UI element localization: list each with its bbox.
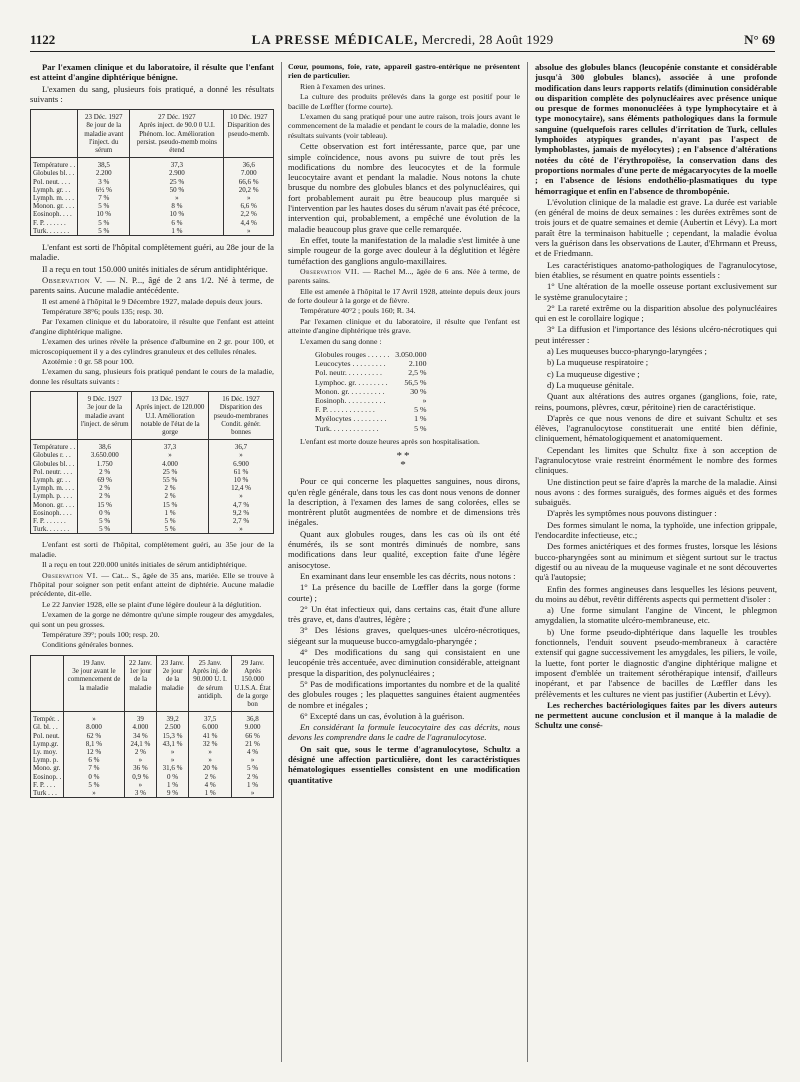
exam-label: Pol. neutr. . . . . . . . . . <box>315 368 382 378</box>
row-label: Lymph. m. . . . <box>31 194 78 202</box>
column-rule <box>281 62 282 1062</box>
table-cell: 9 % <box>157 789 189 798</box>
paragraph: 3° La diffusion et l'importance des lésions ulcéro-nécrotiques qui peut intéresser : <box>535 324 777 345</box>
table-cell: 5 % <box>78 202 130 210</box>
row-label: Pol. neut. . . . <box>31 178 78 186</box>
paragraph: L'évolution clinique de la maladie est grave. La durée est variable (en général de moins de deux semaines : les durées extrêmes sont de trois jours et de quatre semaines et demie (Aubertin et Lévy). La mort paraît être la terminaison habituelle ; cependant, la maladie évolua vers la guérison dans les observations de Lauter, d'Ehrmann et Preuss, et de Friedmann. <box>535 196 777 259</box>
table-cell: 21 % <box>245 739 260 748</box>
exam-label: Globules rouges . . . . . . <box>315 350 390 360</box>
table-cell: 2 % <box>189 773 232 781</box>
table-cell: 2.500 <box>157 723 189 731</box>
table-cell: 15 % <box>78 501 132 509</box>
table-cell: 37,5 <box>189 712 232 724</box>
row-label: Turk. . . . . . . <box>31 525 78 534</box>
table-header-row <box>31 110 274 158</box>
paragraph: 1° La présence du bacille de Lœffler dans la gorge (forme courte) ; <box>288 582 520 603</box>
paragraph: Par l'examen clinique et du laboratoire, il résulte que l'enfant est atteint d'angine diphtérique bénigne. <box>30 62 274 83</box>
exam-label: Eosinoph. . . . . . . . . . . <box>315 396 386 406</box>
table-header-cell: 19 Janv. 3e jour avant le commencement de la maladie <box>64 655 125 711</box>
table-cell: 10 % <box>130 210 224 218</box>
table-cell: 50 % <box>130 186 224 194</box>
table-cell: 5 % <box>132 517 209 525</box>
paragraph: L'examen du sang donne : <box>300 336 382 346</box>
row-label: Tempér. . <box>31 712 64 724</box>
blood-table-3 <box>30 655 274 798</box>
paragraph: L'examen du sang pratiqué pour une autre raison, trois jours avant le commencement de la maladie et pendant le cours de la maladie, donne les résultats suivants (voir tableau). <box>288 112 520 140</box>
paragraph: 4° Des modifications du sang qui consistaient en une leucopénie très accentuée, avec diminution considérable, atteignant presque la disparition, des polynucléaires ; <box>288 647 520 678</box>
table-row <box>31 732 274 740</box>
table-row <box>31 517 274 525</box>
table-cell: 7 % <box>78 194 130 202</box>
table-cell: 36,8 <box>246 715 259 724</box>
table-cell: » <box>250 788 255 797</box>
table-cell: 4.000 <box>124 723 156 731</box>
page-number: 1122 <box>30 32 56 47</box>
paragraph: Enfin des formes angineuses dans lesquelles les lésions peuvent, du moins au début, revêtir différents aspects qui permettent d'isoler : <box>535 583 777 604</box>
row-label: Température . . <box>31 440 78 452</box>
row-label: Lymph. gr. . . <box>31 476 78 484</box>
table-cell: » <box>124 781 156 789</box>
table-row <box>31 723 274 731</box>
paragraph: Température 39°; pouls 100; resp. 20. <box>42 630 160 640</box>
table-cell: 24,1 % <box>124 740 156 748</box>
paragraph: En examinant dans leur ensemble les cas décrits, nous notons : <box>300 570 516 581</box>
table-cell: 3 % <box>78 178 130 186</box>
paragraph: Par l'examen clinique et du laboratoire, il résulte que l'enfant est atteinte d'angine diphtérique très grave. <box>288 316 520 336</box>
table-cell: 6.000 <box>189 723 232 731</box>
table-cell: » <box>239 525 243 534</box>
table-cell: 12 % <box>64 748 125 756</box>
paragraph: absolue des globules blancs (leucopénie constante et considérable jusqu'à 300 globules blancs), associée à une profonde modification dans leurs rapports relatifs (diminution considérable ou disparition complète des polynucléaires avec présence unique ou presque de formes mononucléées à type lymphocytaire et à type monocytaire), sans éléments pathologiques dans la formule sanguine (quelquefois rares cellules d'irritation de Turk, cellules lymphoïdes atypiques grandes, n'ayant pas l'aspect de lymphoblastes, jamais de myélocytes) ; en l'absence d'altérations notées du côté de l'érythropoïèse, la conservation dans des proportions normales d'une perte de mégacaryocytes de la moelle ; en l'absence de lésions endothélio-plasmatiques du type hémorragique et enfin en l'absence de thrombopénie. <box>535 62 777 196</box>
table-header-cell: 16 Déc. 1927 Disparition des pseudo-membranes Condit. génér. bonnes <box>208 392 273 440</box>
table-row <box>31 748 274 756</box>
paragraph: Les recherches bactériologiques faites par les divers auteurs ne permettent aucune conclusion et il manque à la maladie de Schultz une consé- <box>535 699 777 731</box>
exam-label: Myélocytes . . . . . . . . . <box>315 414 387 424</box>
row-label: Turk. . . . . . . <box>31 227 78 236</box>
paragraph: Il a reçu en tout 220.000 unités initiales de sérum antidiphtérique. <box>42 560 247 570</box>
blood-table-1 <box>30 109 274 236</box>
exam-row <box>312 350 429 359</box>
table-cell: 1 % <box>189 789 232 798</box>
paragraph: L'examen du sang, plusieurs fois pratiqué pendant le cours de la maladie, donne les résultats suivants : <box>30 367 274 386</box>
observation-heading: Observation V. <box>42 274 103 285</box>
table-cell: 5 % <box>247 764 259 773</box>
table-row <box>31 210 274 218</box>
row-label: Mono. gr. <box>31 764 64 772</box>
table-cell: 2.200 <box>78 169 130 177</box>
table-cell: 20,2 % <box>238 185 259 194</box>
table-row <box>31 194 274 202</box>
table-row <box>31 476 274 484</box>
exam-label: Turk. . . . . . . . . . . . . <box>315 423 379 433</box>
table-cell: 5 % <box>78 219 130 227</box>
page-header <box>30 30 775 52</box>
table-cell: 5 % <box>132 525 209 534</box>
table-cell: » <box>189 748 232 756</box>
row-label: Globules bl. . . <box>31 169 78 177</box>
paragraph: Les caractéristiques anatomo-pathologiques de l'agranulocytose, bien établies, se résument en quatre points essentiels : <box>535 259 777 280</box>
table-cell: 5 % <box>64 781 125 789</box>
observation-heading: Observation VII. <box>300 266 360 276</box>
row-label: Eosinoph. . . . <box>31 509 78 517</box>
table-header-cell: 10 Déc. 1927 Disparition des pseudo-memb. <box>224 110 274 158</box>
exam-row <box>312 405 429 414</box>
row-label: Monon. gr. . . . <box>31 501 78 509</box>
table-cell: 55 % <box>132 476 209 484</box>
table-cell: 2.900 <box>130 169 224 177</box>
paragraph: 5° Pas de modifications importantes du nombre et de la qualité des globules rouges ; les plaquettes sanguines étaient augmentées de nombre et inégales ; <box>288 678 520 710</box>
table-header-cell <box>31 110 78 158</box>
table-header-cell: 25 Janv. Après inj. de 90.000 U. I. de sérum antidiph. <box>189 655 232 711</box>
row-label: Lymph. gr. . . <box>31 186 78 194</box>
table-cell: » <box>239 451 243 460</box>
paragraph: L'enfant est sorti de l'hôpital, complètement guéri, au 35e jour de la maladie. <box>30 540 274 559</box>
journal-title <box>30 32 775 48</box>
table-header-cell: 22 Janv. 1er jour de la maladie <box>124 655 156 711</box>
exam-label: Lymphoc. gr. . . . . . . . . <box>315 377 388 387</box>
exam-value: 56,5 % <box>404 377 427 387</box>
table-row <box>31 484 274 492</box>
table-cell: 2,7 % <box>232 517 250 526</box>
table-cell: 36,6 <box>242 161 255 170</box>
table-header-cell: 27 Déc. 1927 Après inject. de 90.0 0 U.I. Phénom. loc. Amélioration persist. pseudo-memb moins étend <box>130 110 224 158</box>
row-label: Globules bl. . . <box>31 460 78 468</box>
paragraph: Il est amené à l'hôpital le 9 Décembre 1927, malade depuis deux jours. <box>42 296 263 306</box>
paragraph: 1° Une altération de la moelle osseuse portant exclusivement sur le système granulocytaire ; <box>535 281 777 302</box>
issue-number: N° 69 <box>744 32 775 47</box>
list-item: d) La muqueuse génitale. <box>547 379 634 390</box>
table-cell: 2 % <box>132 492 209 500</box>
table-cell: » <box>157 748 189 756</box>
table-cell: 62 % <box>64 732 125 740</box>
table-cell: 1 % <box>247 780 259 789</box>
row-label: Lymp.gr. <box>31 740 64 748</box>
table-cell: » <box>189 756 232 764</box>
table-cell: 4,7 % <box>232 500 250 509</box>
table-cell: 0 % <box>64 773 125 781</box>
paragraph: Par l'examen clinique et du laboratoire, il résulte que l'enfant est atteint d'angine diphtérique maligne. <box>30 317 274 336</box>
row-label: Température . . <box>31 158 78 170</box>
table-row <box>31 468 274 476</box>
row-label: F. P. . . . . . . <box>31 219 78 227</box>
paragraph: D'après ce que nous venons de dire et suivant Schultz et ses élèves, l'agranulocytose constituerait une entité bien définie, cliniquement, hématologiquement et anatomiquement. <box>535 412 777 444</box>
journal-name: LA PRESSE MÉDICALE, <box>251 32 419 47</box>
exam-value: 2.100 <box>408 359 427 369</box>
exam-value: 30 % <box>410 386 427 396</box>
table-header-row <box>31 392 274 440</box>
paragraph: Azotémie : 0 gr. 58 pour 100. <box>42 356 134 366</box>
exam-value: 5 % <box>414 405 427 415</box>
table-cell: 15,3 % <box>157 732 189 740</box>
table-cell: 1 % <box>130 227 224 236</box>
table-cell: 7.000 <box>240 169 257 178</box>
table-cell: 7 % <box>64 764 125 772</box>
table-cell: 5 % <box>78 525 132 534</box>
exam-row <box>312 378 429 387</box>
exam-row <box>312 387 429 396</box>
observation-vi <box>30 571 274 599</box>
table-cell: » <box>64 789 125 798</box>
table-cell: 20 % <box>189 764 232 772</box>
row-label: Lymph. p. . . . <box>31 492 78 500</box>
observation-text: — Rachel M..., âgée de 6 ans. Née à terme, de parents sains. <box>288 266 520 286</box>
paragraph: Cette observation est fort intéressante, parce que, par une simple coïncidence, nous avons pu suivre de tout près les modifications du nombre des leucocytes et de la formule leucocytaire avant et pendant la maladie. Nous notons la chute brusque du nombre des globules blancs et des polynucléaires, qui fort probablement aurait pu être beaucoup plus marquée si l'intervention par les hautes doses du sérum n'avait pas été précoce, intervention qui, probablement, a empêché une évolution de la maladie beaucoup plus grave que celle remarquée. <box>288 141 520 234</box>
table-cell: » <box>124 756 156 764</box>
paragraph: D'après les symptômes nous pouvons distinguer : <box>547 508 717 519</box>
table-cell: 10 % <box>233 476 249 484</box>
paragraph: Cœur, poumons, foie, rate, appareil gastro-entérique ne présentent rien de particulier. <box>288 62 520 81</box>
paragraph: Des formes anictériques et des formes frustes, lorsque les lésions bucco-pharyngées sont au minimum et siègent surtout sur le tractus digestif ou au niveau de la muqueuse vaginale et ne sont découvertes qu'à l'autopsie; <box>535 541 777 583</box>
exam-value: 5 % <box>414 423 427 433</box>
observation-vii <box>288 267 520 286</box>
paragraph: La culture des produits prélevés dans la gorge est positif pour le bacille de Lœffler (forme courte). <box>288 92 520 111</box>
row-label: Eosinoph. . . . <box>31 210 78 218</box>
observation-text: — Cat... S., âgée de 35 ans, mariée. Elle se trouve à l'hôpital pour soigner son petit enfant atteint de diphtérie. Aucune maladie précédente, dit-elle. <box>30 570 274 599</box>
table-cell: 39,2 <box>157 712 189 724</box>
exam-value: » <box>422 396 427 406</box>
row-label: Pol. neutr. . . . <box>31 468 78 476</box>
table-header-cell: 13 Déc. 1927 Après inject. de 120.000 U.I. Amélioration notable de l'état de la gorge <box>132 392 209 440</box>
table-cell: 0 % <box>157 773 189 781</box>
table-cell: 38,6 <box>78 440 132 452</box>
table-cell: 4,4 % <box>240 218 257 227</box>
table-cell: 10 % <box>78 210 130 218</box>
table-cell: 6 % <box>130 219 224 227</box>
table-cell: 2 % <box>124 748 156 756</box>
table-cell: 4 % <box>189 781 232 789</box>
paragraph: Elle est amenée à l'hôpital le 17 Avril 1928, atteinte depuis deux jours de forte douleur à la gorge et de fièvre. <box>288 286 520 306</box>
paragraph: L'examen des urines révèle la présence d'albumine en 2 gr. pour 100, et microscopiquement il y a des cylindres granuleux et des cellules rénales. <box>30 337 274 356</box>
paragraph: L'enfant est sorti de l'hôpital complètement guéri, au 28e jour de la maladie. <box>30 242 274 263</box>
table-row <box>31 509 274 517</box>
table-cell: 2 % <box>247 772 259 781</box>
table-cell: 69 % <box>78 476 132 484</box>
table-cell: 34 % <box>124 732 156 740</box>
table-cell: 15 % <box>132 501 209 509</box>
table-cell: 61 % <box>233 467 249 476</box>
row-label: Globules r. . . <box>31 451 78 459</box>
paragraph: L'enfant est morte douze heures après son hospitalisation. <box>300 436 480 446</box>
table-header-cell <box>31 655 64 711</box>
table-header-cell: 23 Janv. 2e jour de la maladie <box>157 655 189 711</box>
list-item: b) La muqueuse respiratoire ; <box>547 357 649 368</box>
table-cell: 6.900 <box>233 459 249 468</box>
table-cell: 0,9 % <box>124 773 156 781</box>
table-cell: 0 % <box>78 509 132 517</box>
exam-label: Monon. gr. . . . . . . . . . <box>315 386 385 396</box>
table-cell: 2,2 % <box>240 210 257 219</box>
observation-text: — N. P..., âgé de 2 ans 1/2. Né à terme, de parents sains. Aucune maladie antécédente. <box>30 274 274 296</box>
paragraph: Le 22 Janvier 1928, elle se plaint d'une légère douleur à la déglutition. <box>42 599 262 609</box>
exam-row <box>312 424 429 433</box>
paragraph: Des formes simulant le noma, la typhoïde, une infection grippale, l'endocardite infectieuse, etc.; <box>535 519 777 541</box>
paragraph: Température 38°6; pouls 135; resp. 30. <box>42 306 164 316</box>
table-cell: 66 % <box>245 731 260 740</box>
table-row <box>31 740 274 748</box>
paragraph: 6° Excepté dans un cas, évolution à la guérison. <box>300 710 465 721</box>
table-cell: 36 % <box>124 764 156 772</box>
table-header-cell: 9 Déc. 1927 3e jour de la maladie avant l'inject. de sérum <box>78 392 132 440</box>
table-header-cell: 29 Janv. Après 150.000 U.I.S.A. État de la gorge bon <box>232 655 274 711</box>
table-cell: 1.750 <box>78 460 132 468</box>
paragraph: 2° La rareté extrême ou la disparition absolue des polynucléaires qui en est le corollaire logique ; <box>535 302 777 324</box>
paragraph: 3° Des lésions graves, quelques-unes ulcéro-nécrotiques, siégeant sur la muqueuse bucco-amygdalo-pharyngée ; <box>288 625 520 646</box>
table-cell: » <box>239 492 243 501</box>
table-cell: 38,5 <box>78 158 130 170</box>
table-cell: 66,6 % <box>238 177 259 186</box>
paragraph: b) Une forme pseudo-diphtérique dans laquelle les troubles fonctionnels, l'enduit souvent pseudo-membraneux à caractère extensif qui gagne successivement les amygdales, les piliers, le voile, la luette, font porter le diagnostic d'angine diphtérique maligne et imposent d'emblée un traitement sérothérapique intensif, d'ailleurs inopérant, et par l'absence de bacilles de Lœffler dans les prélèvements et les cultures ne vient pas justifier (Aubertin et Lévy). <box>535 626 777 699</box>
table-row <box>31 764 274 772</box>
paragraph: Température 40°2 ; pouls 160; R. 34. <box>300 306 416 316</box>
table-cell: 2 % <box>78 468 132 476</box>
table-cell: 8 % <box>130 202 224 210</box>
exam-label: F. P. . . . . . . . . . . . . <box>315 405 375 415</box>
table-row <box>31 178 274 186</box>
table-row <box>31 227 274 236</box>
exam-value: 1 % <box>414 414 427 424</box>
table-cell: 4 % <box>247 747 259 756</box>
blood-exam-list <box>312 350 429 433</box>
column-1 <box>30 62 274 1072</box>
paragraph: En considérant la formule leucocytaire des cas décrits, nous devons les comprendre dans le cadre de l'agranulocytose. <box>288 722 520 743</box>
exam-value: 3.050.000 <box>395 350 427 360</box>
exam-row <box>312 396 429 405</box>
table-row <box>31 460 274 468</box>
table-row <box>31 501 274 509</box>
list-item: a) Les muqueuses bucco-pharyngo-laryngées ; <box>547 346 707 357</box>
exam-row <box>312 359 429 368</box>
table-cell: 41 % <box>189 732 232 740</box>
row-label: F. P. . . . . . . <box>31 517 78 525</box>
table-header-cell: 23 Déc. 1927 8e jour de la maladie avant l'inject. du sérum <box>78 110 130 158</box>
row-label: Eosinop. . <box>31 773 64 781</box>
paragraph: a) Une forme simulant l'angine de Vincent, le phlegmon amygdalien, la stomatite ulcéro-membraneuse, etc. <box>535 605 777 626</box>
table-cell: 12,4 % <box>231 484 251 493</box>
paragraph: Rien à l'examen des urines. <box>300 81 386 91</box>
table-cell: 6,6 % <box>240 202 257 211</box>
blood-table-2 <box>30 391 274 534</box>
row-label: F. P. . . . <box>31 781 64 789</box>
table-cell: » <box>246 226 251 235</box>
table-cell: 39 <box>124 712 156 724</box>
paragraph: Quant aux altérations des autres organes (ganglions, foie, rate, reins, poumons, plèvres, cœur, péritoine) rien de caractéristique. <box>535 391 777 412</box>
row-label: Pol. neut. <box>31 732 64 740</box>
paragraph: Il a reçu en tout 150.000 unités initiales de sérum antidiphtérique. <box>42 263 268 274</box>
table-cell: 6½ % <box>78 186 130 194</box>
table-row <box>31 789 274 798</box>
table-cell: 2 % <box>78 492 132 500</box>
table-row <box>31 756 274 764</box>
table-cell: 31,6 % <box>157 764 189 772</box>
table-cell: 1 % <box>157 781 189 789</box>
exam-row <box>312 414 429 423</box>
table-row <box>31 451 274 459</box>
table-row <box>31 186 274 194</box>
table-row <box>31 492 274 500</box>
paragraph: Quant aux globules rouges, dans les cas où ils ont été énumérés, ils se sont montrés diminués de nombre, sans modifications dans leur qualité, exception faite d'une légère anisocytose. <box>288 528 520 570</box>
observation-v <box>30 275 274 296</box>
table-cell: » <box>246 194 251 203</box>
paragraph: Cependant les limites que Schultz fixe à son acception de l'agranulocytose vraie restreint énormément le nombre des formes cliniques. <box>535 444 777 476</box>
table-row <box>31 525 274 534</box>
table-cell: 8,1 % <box>64 740 125 748</box>
row-label: Monon. gr. . . . <box>31 202 78 210</box>
table-cell: » <box>157 756 189 764</box>
column-3 <box>535 62 777 1072</box>
table-cell: 43,1 % <box>157 740 189 748</box>
table-row <box>31 781 274 789</box>
column-rule <box>527 62 528 1062</box>
exam-label: Leucocytes . . . . . . . . . <box>315 359 386 369</box>
table-row <box>31 440 274 452</box>
row-label: Lymp. p. <box>31 756 64 764</box>
table-header-row <box>31 655 274 711</box>
paragraph: Pour ce qui concerne les plaquettes sanguines, nous dirons, qu'en règle générale, dans tous les cas dont nous venons de donner la description, à l'examen des lames de sang colorées, elles se montrèrent plutôt augmentées de nombre et de dimensions très inégales. <box>288 476 520 528</box>
paragraph: L'examen de la gorge ne démontre qu'une simple rougeur des amygdales, qui sont un peu grosses. <box>30 610 274 629</box>
table-cell: 5 % <box>78 227 130 236</box>
section-separator: ** * <box>396 450 412 472</box>
exam-value: 2,5 % <box>408 368 427 378</box>
journal-date: Mercredi, 28 Août 1929 <box>418 32 554 47</box>
table-cell: » <box>250 756 255 765</box>
table-row <box>31 158 274 170</box>
table-cell: 25 % <box>132 468 209 476</box>
table-cell: 5 % <box>78 517 132 525</box>
row-label: Gl. bl. . . <box>31 723 64 731</box>
table-row <box>31 712 274 724</box>
list-item: c) La muqueuse digestive ; <box>547 368 640 379</box>
table-cell: 36,7 <box>234 443 248 452</box>
table-cell: 8.000 <box>64 723 125 731</box>
paragraph: On sait que, sous le terme d'agranulocytose, Schultz a désigné une affection particulière, dont les caractéristiques hématologiques essentielles consistent en une modification quantitative <box>288 743 520 785</box>
table-cell: 6 % <box>64 756 125 764</box>
table-cell: 37,3 <box>130 158 224 170</box>
paragraph: 2° Un état infectieux qui, dans certains cas, était d'une allure très grave, et, dans d'autres, légère ; <box>288 603 520 625</box>
table-header-cell <box>31 392 78 440</box>
table-cell: 25 % <box>130 178 224 186</box>
table-cell: 3 % <box>124 789 156 798</box>
table-cell: 1 % <box>132 509 209 517</box>
table-row <box>31 773 274 781</box>
exam-row <box>312 368 429 377</box>
paragraph: Une distinction peut se faire d'après la marche de la maladie. Ainsi nous avons : des formes suraiguës, des formes aiguës et des formes subaiguës. <box>535 476 777 508</box>
table-cell: 32 % <box>189 740 232 748</box>
table-cell: 3.650.000 <box>78 451 132 459</box>
paragraph: Conditions générales bonnes. <box>42 640 134 650</box>
table-cell: 37,3 <box>132 440 209 452</box>
observation-heading: Observation VI. <box>42 570 99 580</box>
row-label: Ly. moy. <box>31 748 64 756</box>
table-row <box>31 169 274 177</box>
table-cell: 9,2 % <box>232 508 250 517</box>
table-row <box>31 219 274 227</box>
table-cell: » <box>132 451 209 459</box>
table-cell: 9.000 <box>244 723 261 732</box>
table-cell: » <box>64 712 125 724</box>
table-row <box>31 202 274 210</box>
column-2 <box>288 62 520 1072</box>
row-label: Lymph. m. . . . <box>31 484 78 492</box>
paragraph: En effet, toute la manifestation de la maladie s'est limitée à une simple rougeur de la gorge avec douleur à la déglutition et légère tuméfaction des ganglions angulo-maxillaires. <box>288 234 520 266</box>
table-cell: 2 % <box>132 484 209 492</box>
table-cell: » <box>130 194 224 202</box>
paragraph: L'examen du sang, plusieurs fois pratiqué, a donné les résultats suivants : <box>30 83 274 104</box>
table-cell: 4.000 <box>132 460 209 468</box>
table-cell: 2 % <box>78 484 132 492</box>
row-label: Turk . . . <box>31 789 64 798</box>
